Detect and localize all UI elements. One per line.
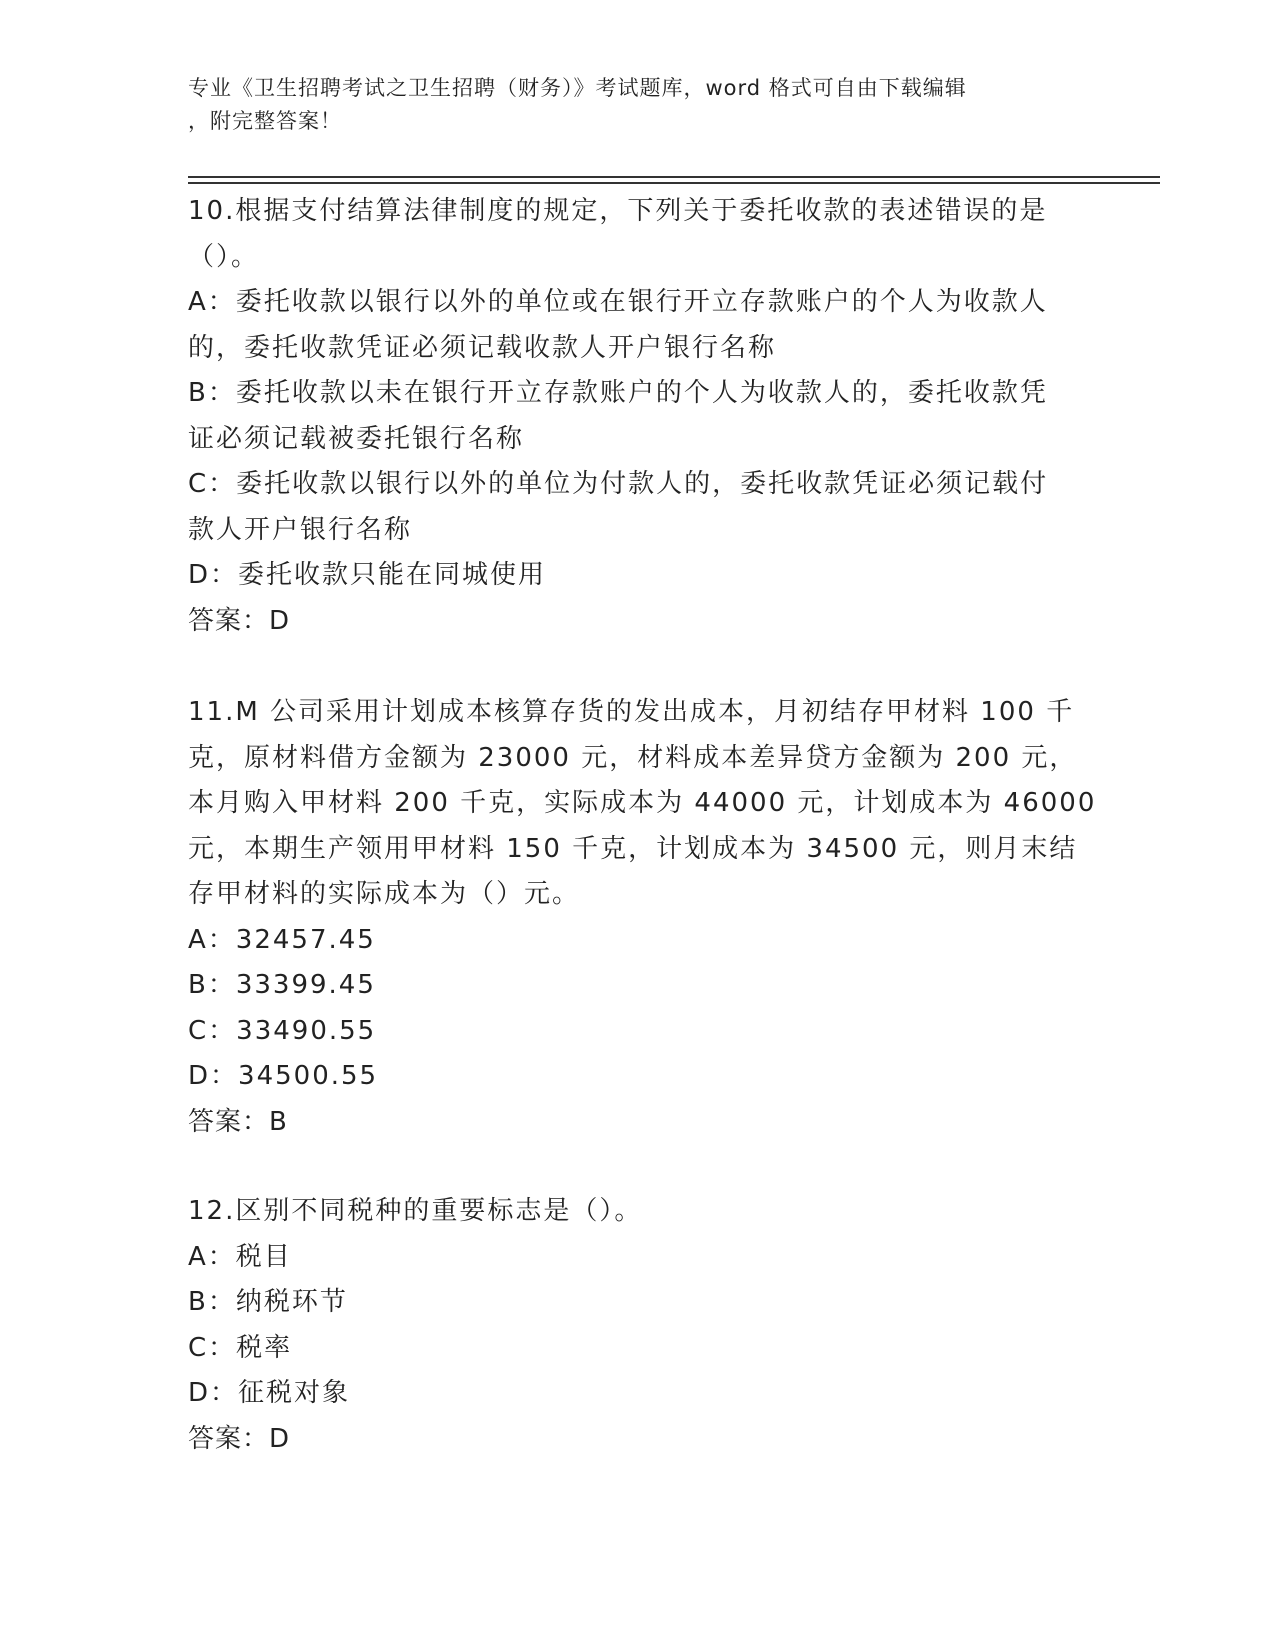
- header-line-2: ，附完整答案！: [188, 109, 342, 133]
- header-divider-bottom: [188, 182, 1160, 184]
- question-11-stem-line-4: 元，本期生产领用甲材料 150 千克，计划成本为 34500 元，则月末结: [188, 833, 1078, 864]
- question-11-option-a: A：32457.45: [188, 924, 376, 955]
- header-line-1: 专业《卫生招聘考试之卫生招聘（财务）》考试题库，word 格式可自由下载编辑: [188, 76, 967, 100]
- question-11-option-d: D：34500.55: [188, 1061, 379, 1091]
- question-10-option-b-line-1: B：委托收款以未在银行开立存款账户的个人为收款人的，委托收款凭: [188, 378, 1048, 408]
- question-10-option-d: D：委托收款只能在同城使用: [188, 560, 547, 590]
- question-10-option-a-line-2: 的，委托收款凭证必须记载收款人开户银行名称: [188, 332, 777, 363]
- question-11: [188, 690, 1097, 1145]
- question-11-stem-line-2: 克，原材料借方金额为 23000 元，材料成本差异贷方金额为 200 元，: [188, 742, 1078, 773]
- question-12-option-a: A：税目: [188, 1241, 292, 1272]
- header-divider-top: [188, 176, 1160, 178]
- question-11-option-b: B：33399.45: [188, 970, 376, 1000]
- question-12-stem: 12.区别不同税种的重要标志是（）。: [188, 1196, 643, 1226]
- question-10-option-c-line-2: 款人开户银行名称: [188, 514, 413, 545]
- question-10: [188, 189, 1088, 644]
- document-header: [188, 72, 1088, 138]
- question-11-stem-line-3: 本月购入甲材料 200 千克，实际成本为 44000 元，计划成本为 46000: [188, 788, 1097, 818]
- question-10-stem-line-1: 10.根据支付结算法律制度的规定，下列关于委托收款的表述错误的是: [188, 196, 1048, 226]
- question-10-option-a-line-1: A：委托收款以银行以外的单位或在银行开立存款账户的个人为收款人: [188, 287, 1048, 317]
- question-11-stem-line-5: 存甲材料的实际成本为（）元。: [188, 879, 581, 909]
- question-12-option-d: D：征税对象: [188, 1378, 351, 1408]
- question-12-option-b: B：纳税环节: [188, 1287, 348, 1317]
- question-12: [188, 1189, 1088, 1462]
- question-11-option-c: C：33490.55: [188, 1015, 377, 1046]
- question-11-stem-line-1: 11.M 公司采用计划成本核算存货的发出成本，月初结存甲材料 100 千: [188, 697, 1075, 727]
- question-12-option-c: C：税率: [188, 1332, 293, 1363]
- question-10-option-c-line-1: C：委托收款以银行以外的单位为付款人的，委托收款凭证必须记载付: [188, 469, 1049, 499]
- question-10-option-b-line-2: 证必须记载被委托银行名称: [188, 423, 525, 454]
- question-10-stem-line-2: （）。: [188, 241, 260, 272]
- question-12-answer: 答案：D: [188, 1423, 291, 1454]
- question-10-answer: 答案：D: [188, 605, 291, 636]
- question-11-answer: 答案：B: [188, 1106, 288, 1137]
